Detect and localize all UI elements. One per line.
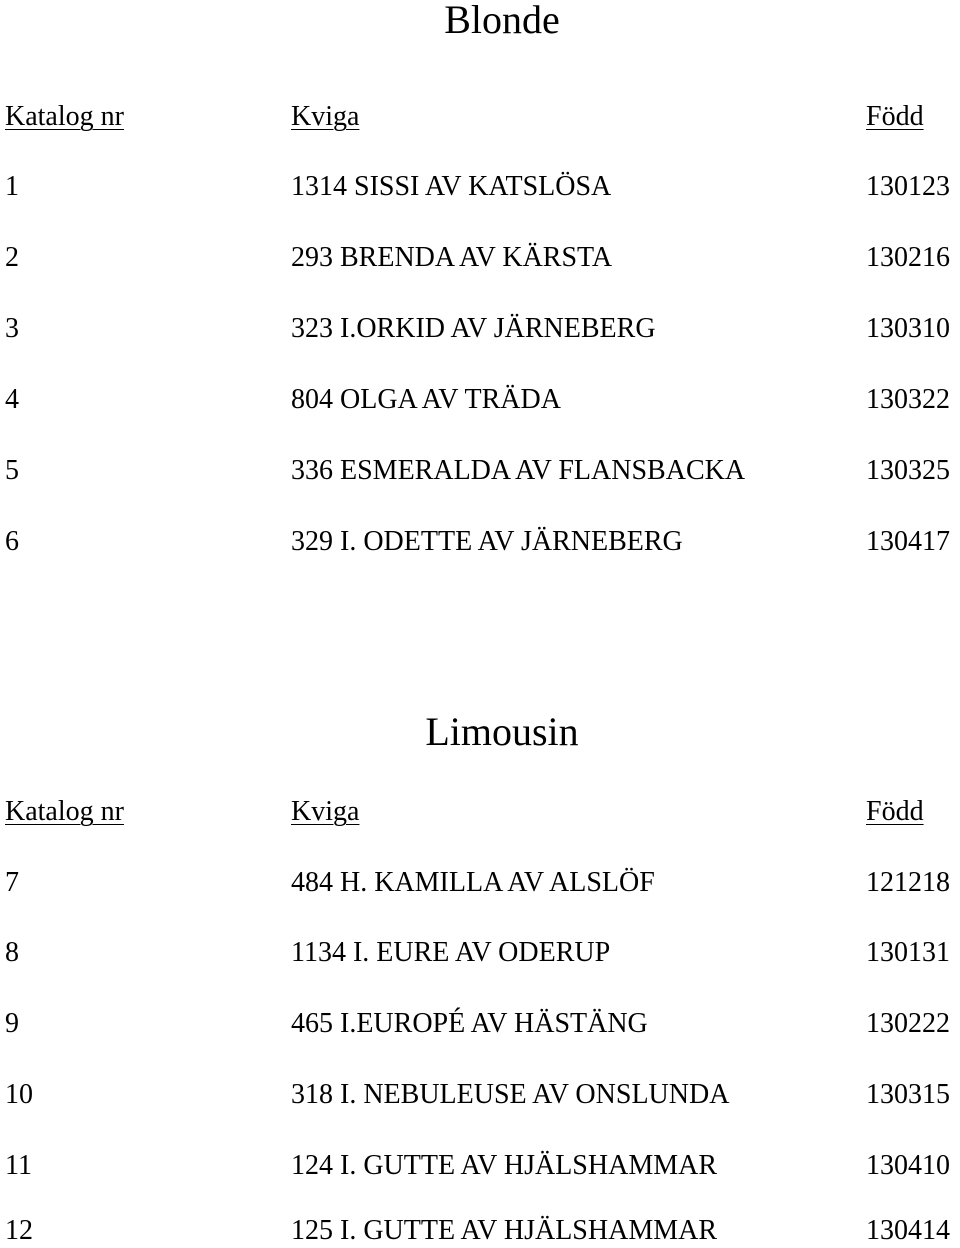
catalog-nr: 9 <box>5 1008 19 1039</box>
heifer-name: 323 I.ORKID AV JÄRNEBERG <box>291 313 656 344</box>
section-title-limousin: Limousin <box>425 709 579 754</box>
table-row <box>0 1149 960 1183</box>
catalog-nr: 1 <box>5 171 19 202</box>
heifer-name: 124 I. GUTTE AV HJÄLSHAMMAR <box>291 1150 718 1181</box>
header-heifer: Kviga <box>291 796 360 827</box>
header-heifer: Kviga <box>291 101 360 132</box>
table-row <box>0 312 960 346</box>
heifer-name: 329 I. ODETTE AV JÄRNEBERG <box>291 526 683 557</box>
catalog-nr: 11 <box>5 1150 32 1181</box>
catalog-nr: 8 <box>5 937 19 968</box>
heifer-name: 465 I.EUROPÉ AV HÄSTÄNG <box>291 1008 648 1039</box>
heifer-name: 1134 I. EURE AV ODERUP <box>291 937 611 968</box>
born-date: 130417 <box>866 526 950 557</box>
table-row <box>0 866 960 900</box>
catalog-nr: 10 <box>5 1079 33 1110</box>
born-date: 130414 <box>866 1215 950 1246</box>
table-row <box>0 170 960 204</box>
heifer-name: 125 I. GUTTE AV HJÄLSHAMMAR <box>291 1215 718 1246</box>
heifer-name: 484 H. KAMILLA AV ALSLÖF <box>291 867 655 898</box>
table-row <box>0 936 960 970</box>
table-row <box>0 1214 960 1248</box>
catalog-nr: 4 <box>5 384 19 415</box>
heifer-name: 293 BRENDA AV KÄRSTA <box>291 242 613 273</box>
born-date: 130123 <box>866 171 950 202</box>
born-date: 130131 <box>866 937 950 968</box>
born-date: 130325 <box>866 455 950 486</box>
table-row <box>0 383 960 417</box>
born-date: 121218 <box>866 867 950 898</box>
born-date: 130222 <box>866 1008 950 1039</box>
catalog-nr: 2 <box>5 242 19 273</box>
table-header <box>0 100 960 134</box>
table-header <box>0 795 960 829</box>
heifer-name: 804 OLGA AV TRÄDA <box>291 384 561 415</box>
table-row <box>0 454 960 488</box>
born-date: 130310 <box>866 313 950 344</box>
table-row <box>0 241 960 275</box>
section-title-blonde: Blonde <box>444 0 560 42</box>
catalog-nr: 3 <box>5 313 19 344</box>
table-row <box>0 1078 960 1112</box>
table-row <box>0 525 960 559</box>
catalog-nr: 12 <box>5 1215 33 1246</box>
header-born: Född <box>866 101 924 132</box>
heifer-name: 318 I. NEBULEUSE AV ONSLUNDA <box>291 1079 730 1110</box>
header-catalog-nr: Katalog nr <box>5 101 124 132</box>
table-row <box>0 1007 960 1041</box>
catalog-nr: 7 <box>5 867 19 898</box>
born-date: 130410 <box>866 1150 950 1181</box>
born-date: 130315 <box>866 1079 950 1110</box>
catalog-nr: 6 <box>5 526 19 557</box>
born-date: 130216 <box>866 242 950 273</box>
born-date: 130322 <box>866 384 950 415</box>
heifer-name: 336 ESMERALDA AV FLANSBACKA <box>291 455 746 486</box>
header-catalog-nr: Katalog nr <box>5 796 124 827</box>
header-born: Född <box>866 796 924 827</box>
heifer-name: 1314 SISSI AV KATSLÖSA <box>291 171 612 202</box>
catalog-nr: 5 <box>5 455 19 486</box>
